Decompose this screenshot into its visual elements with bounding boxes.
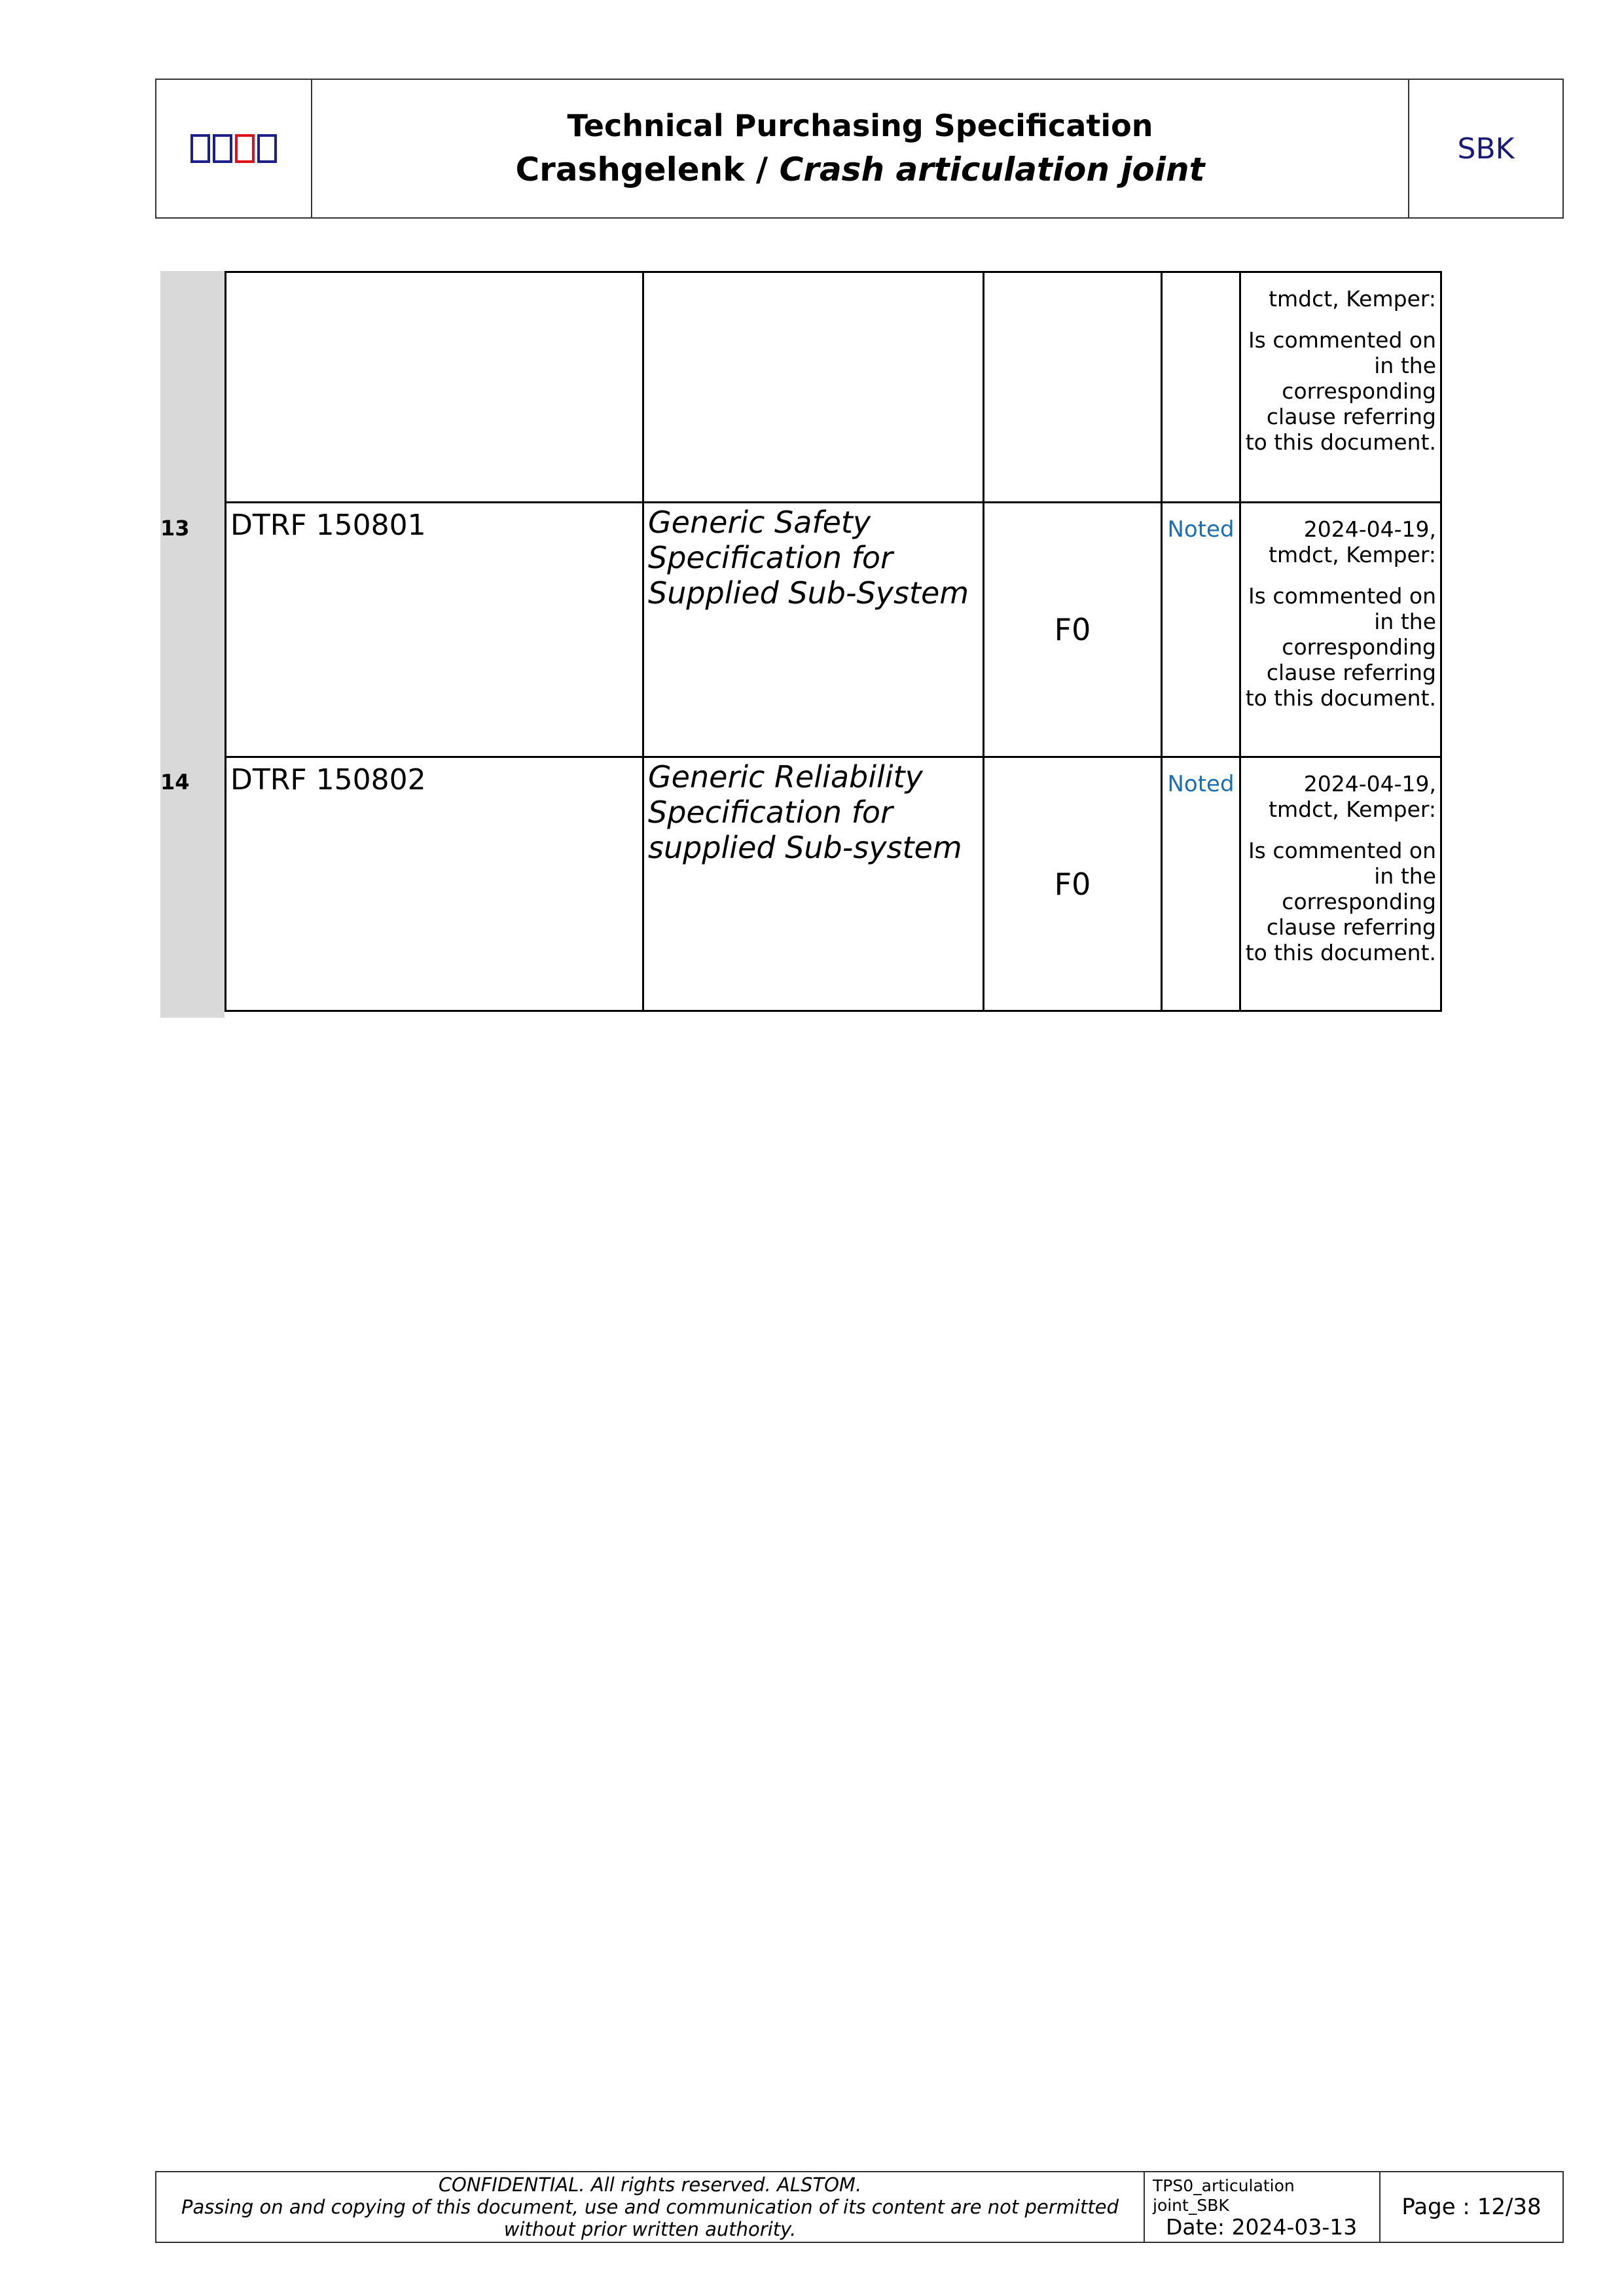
comment-head: tmdct, Kemper:: [1269, 286, 1436, 312]
document-title: Technical Purchasing Specification: [567, 108, 1153, 143]
title-cell: Generic Reliability Specification for supplied Sub-system: [643, 757, 984, 1011]
comment-body: Is commented on in the corresponding clause referring to this document.: [1245, 583, 1436, 711]
doc-ref-line-1: TPS0_articulation: [1153, 2176, 1295, 2195]
document-header: [155, 79, 1564, 219]
table-row: [226, 503, 1441, 757]
logo-square-2: [213, 134, 232, 163]
table-row: [226, 757, 1441, 1011]
confidential-line-3: without prior written authority.: [503, 2218, 797, 2240]
confidential-line-2: Passing on and copying of this document, use and communication of its content are not permitted: [181, 2196, 1119, 2218]
comment-body: Is commented on in the corresponding clause referring to this document.: [1245, 327, 1436, 455]
title-cell: [312, 80, 1409, 217]
logo-cell: [156, 80, 312, 217]
title-cell: [643, 272, 984, 503]
logo-square-1: [190, 134, 210, 163]
comment-body: Is commented on in the corresponding clause referring to this document.: [1245, 838, 1436, 965]
revision-cell: F0: [984, 757, 1162, 1011]
comment-head: 2024-04-19, tmdct, Kemper:: [1269, 516, 1436, 567]
revision-cell: F0: [984, 503, 1162, 757]
doc-ref-line-2: joint_SBK: [1153, 2196, 1229, 2215]
status-cell: [1162, 272, 1240, 503]
row-number-gutter: [160, 271, 225, 1018]
row-number-14: 14: [160, 770, 190, 795]
document-subtitle: [515, 147, 1204, 192]
page-number: Page : 12/38: [1401, 2194, 1542, 2220]
comment-cell: [1240, 272, 1441, 503]
comment-head: 2024-04-19, tmdct, Kemper:: [1269, 771, 1436, 822]
comment-cell: [1240, 503, 1441, 757]
reference-cell: DTRF 150801: [226, 503, 643, 757]
document-code: SBK: [1457, 132, 1515, 166]
confidentiality-notice: [156, 2172, 1145, 2242]
status-cell: Noted: [1162, 757, 1240, 1011]
reference-cell: DTRF 150802: [226, 757, 643, 1011]
row-number-13: 13: [160, 516, 190, 541]
document-date: Date: 2024-03-13: [1166, 2214, 1358, 2240]
title-cell: Generic Safety Specification for Supplied Sub-System: [643, 503, 984, 757]
table-row: [226, 272, 1441, 503]
logo-square-3: [235, 134, 255, 163]
status-cell: Noted: [1162, 503, 1240, 757]
reference-cell: [226, 272, 643, 503]
subtitle-english: Crash articulation joint: [779, 151, 1205, 188]
confidential-line-1: CONFIDENTIAL. All rights reserved. ALSTOM.: [438, 2174, 862, 2196]
logo-square-4: [257, 134, 277, 163]
document-footer: [155, 2171, 1564, 2243]
reference-documents-table: [225, 271, 1442, 1012]
revision-cell: [984, 272, 1162, 503]
company-logo: [190, 134, 277, 163]
subtitle-german: Crashgelenk /: [515, 151, 780, 188]
document-reference: [1145, 2172, 1380, 2242]
comment-cell: [1240, 757, 1441, 1011]
